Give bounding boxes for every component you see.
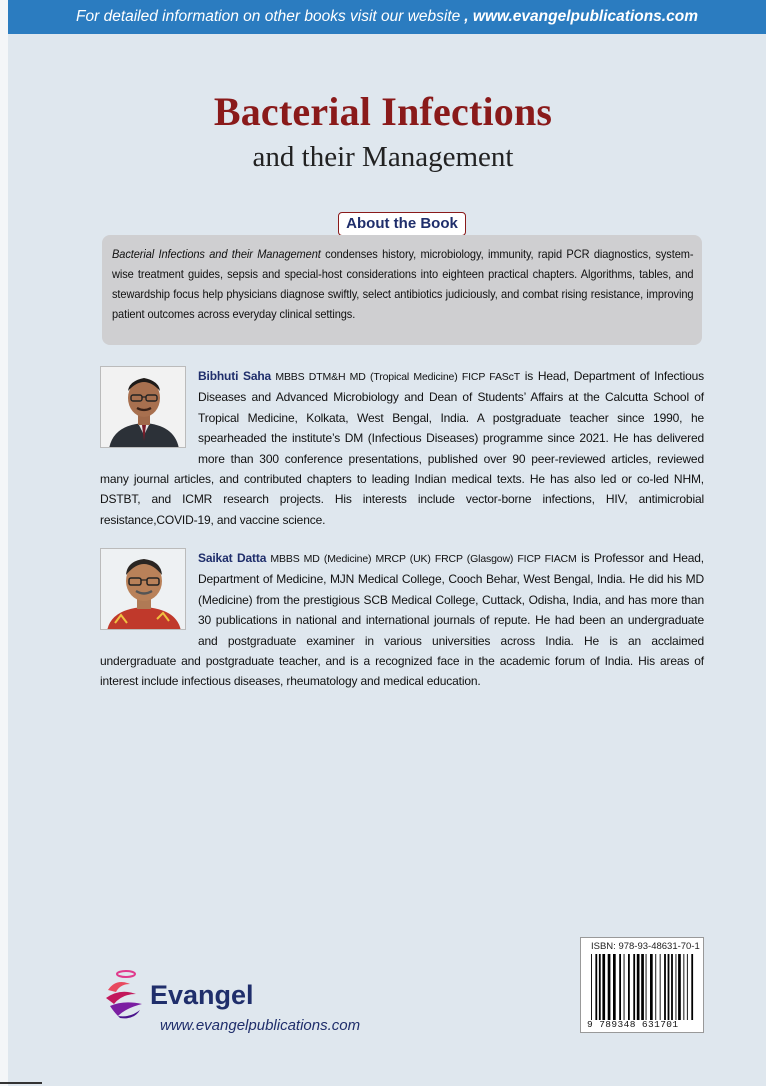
barcode-bar [671,954,673,1020]
barcode-bar [624,954,625,1020]
barcode-bar [619,954,621,1020]
about-box [102,235,702,345]
barcode-bar [668,954,670,1020]
author-bio-paragraph [100,548,704,692]
about-book-name: Bacterial Infections and their Management [112,247,321,261]
barcode-digits: 9 789348 631701 [587,1019,679,1030]
barcode-bar [650,954,653,1020]
book-subtitle: and their Management [252,141,514,173]
barcode-bar [608,954,611,1020]
banner-text: For detailed information on other books visit our website [76,8,461,25]
about-heading: About the Book [338,212,466,236]
barcode-bar [691,954,693,1020]
barcode-bar [599,954,601,1020]
portrait-icon [101,367,186,448]
barcode-bar [683,954,684,1020]
barcode-icon [589,954,697,1020]
barcode-bar [602,954,605,1020]
evangel-logo-icon [100,968,148,1020]
barcode-bar [595,954,597,1020]
author-bio: is Head, Department of Infectious Diseases and Advanced Microbiology and Dean of Students’ Affairs at the Calcutta School of Tropical Medicine, Kolkata, West Bengal, India. A postgraduate teacher since 1990, he spearheaded the institute’s DM (Infectious Diseases) programme since 2021. He has delivered more than 300 conference presentations, published over 90 peer-reviewed articles, reviewed many journal articles, and contributed chapters to leading Indian medical texts. He has also led or co-led NHM, DSTBT, and ICMR research projects. His interests include vector-borne infections, HIV, antimicrobial resistance,COVID-19, and vaccine science. [100,369,704,527]
author-name: Saikat Datta [198,551,267,565]
publisher-url[interactable]: www.evangelpublications.com [160,1017,361,1034]
barcode-bar [678,954,681,1020]
about-description: condenses history, microbiology, immunity, rapid PCR diagnostics, system-wise treatment guides, sepsis and special-host considerations into eighteen practical chapters. Algorithms, tables, and stewardship focus help physicians diagnose swiftly, select antibiotics judiciously, and combat rising resistance, improving patient outcomes across everyday clinical settings. [112,247,694,321]
barcode-bar [628,954,630,1020]
author-bio: is Professor and Head, Department of Medicine, MJN Medical College, Cooch Behar, West Bengal, India. He did his MD (Medicine) from the prestigious SCB Medical College, Cuttack, Odisha, India, and has more than 30 publications in national and international journals of repute. He had been an undergraduate and postgraduate examiner in various universities across India. He is an acclaimed undergraduate and postgraduate teacher, and is a recognized face in the academic forum of India. His areas of interest include infectious diseases, rheumatology and medical education. [100,551,704,689]
portrait-icon [101,549,186,630]
publisher-name: Evangel [150,980,254,1010]
author-bio-paragraph [100,366,704,530]
barcode-bar [655,954,656,1020]
isbn-barcode-box [580,937,704,1033]
barcode-bar [637,954,640,1020]
banner-url[interactable]: , www.evangelpublications.com [464,8,698,25]
author-name: Bibhuti Saha [198,369,272,383]
website-banner [8,0,766,34]
barcode-bar [591,954,592,1020]
author-photo-saikat [100,548,186,630]
barcode-bar [660,954,661,1020]
author-photo-bibhuti [100,366,186,448]
author-degrees: MBBS DTM&H MD (Tropical Medicine) FICP FAScT [271,371,521,383]
barcode-bar [613,954,616,1020]
crop-mark [0,1082,42,1084]
barcode-bar [687,954,688,1020]
author-degrees: MBBS MD (Medicine) MRCP (UK) FRCP (Glasgow) FICP FIACM [266,553,577,565]
author-saikat-datta [100,548,704,692]
author-bibhuti-saha [100,366,704,530]
barcode-bar [646,954,647,1020]
barcode-bar [641,954,644,1020]
about-text [112,244,693,324]
isbn-label: ISBN: 978-93-48631-70-1 [591,941,700,952]
barcode-bar [664,954,666,1020]
book-title: Bacterial Infections [213,89,553,134]
barcode-bar [676,954,677,1020]
barcode-bar [633,954,635,1020]
